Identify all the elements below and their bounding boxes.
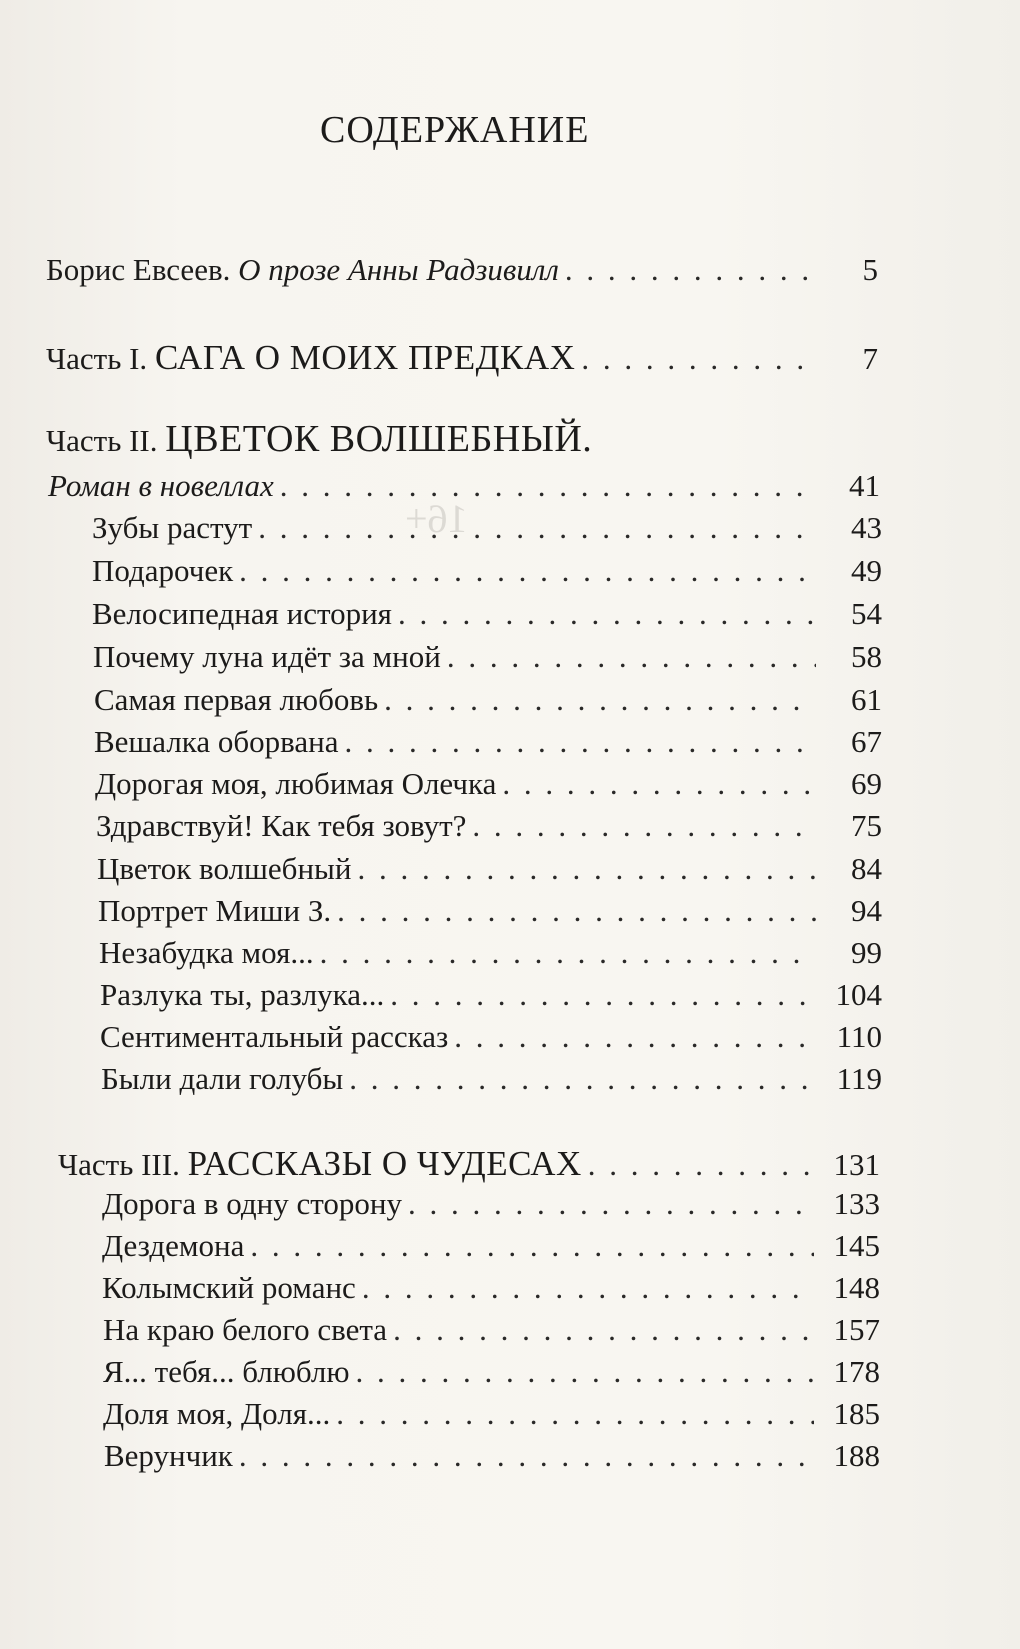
page-number: 75 <box>851 808 882 843</box>
dot-leader <box>239 1438 814 1474</box>
dot-leader <box>250 1228 814 1264</box>
part-prefix: Часть I. <box>46 341 148 376</box>
toc-entry-part-3 <box>58 1144 880 1184</box>
intro-author: Борис Евсеев. <box>46 252 231 287</box>
dot-leader <box>280 468 814 504</box>
page-number: 188 <box>833 1438 880 1473</box>
entry-title: Велосипедная история <box>92 596 392 631</box>
part-prefix: Часть III. <box>58 1147 180 1182</box>
page-number: 58 <box>851 639 882 674</box>
toc-entry <box>97 851 882 891</box>
dot-leader <box>390 977 816 1013</box>
part-2-heading <box>46 417 592 461</box>
toc-entry-part-2-subtitle <box>48 468 880 508</box>
page-number: 148 <box>833 1270 880 1305</box>
page-title: СОДЕРЖАНИЕ <box>320 109 590 151</box>
entry-title: Здравствуй! Как тебя зовут? <box>96 808 467 843</box>
toc-entry <box>93 639 882 679</box>
toc-entry <box>92 596 882 636</box>
page-number: 145 <box>833 1228 880 1263</box>
page-number: 5 <box>862 252 878 287</box>
dot-leader <box>337 893 816 929</box>
dot-leader <box>345 724 816 760</box>
page-number: 69 <box>851 766 882 801</box>
page-number: 157 <box>833 1312 880 1347</box>
dot-leader <box>447 639 816 675</box>
entry-title: Незабудка моя... <box>99 935 314 970</box>
page-number: 110 <box>836 1019 882 1054</box>
dot-leader <box>565 252 812 288</box>
page-number: 61 <box>851 682 882 717</box>
dot-leader <box>258 510 816 546</box>
page-number: 41 <box>849 468 880 503</box>
entry-title: Сентиментальный рассказ <box>100 1019 449 1054</box>
dot-leader <box>362 1270 814 1306</box>
toc-entry <box>94 724 882 764</box>
page-number: 104 <box>835 977 882 1012</box>
entry-title: Были дали голубы <box>101 1061 344 1096</box>
page-number: 185 <box>833 1396 880 1431</box>
entry-title: Портрет Миши З. <box>98 893 332 928</box>
dot-leader <box>472 808 816 844</box>
toc-entry <box>92 510 882 550</box>
intro-work-title: О прозе Анны Радзивилл <box>238 252 559 287</box>
dot-leader <box>349 1061 816 1097</box>
entry-title: Дездемона <box>102 1228 245 1263</box>
toc-entry <box>102 1186 880 1226</box>
dot-leader <box>581 341 812 377</box>
dot-leader <box>393 1312 814 1348</box>
toc-entry <box>99 935 882 975</box>
toc-entry <box>92 553 882 593</box>
toc-entry <box>94 682 882 722</box>
dot-leader <box>502 766 816 802</box>
toc-entry <box>98 893 882 933</box>
toc-entry <box>95 766 882 806</box>
entry-title: Цветок волшебный <box>97 851 352 886</box>
dot-leader <box>336 1396 814 1432</box>
page-number: 84 <box>851 851 882 886</box>
toc-entry-part-1 <box>46 338 878 378</box>
page-number: 119 <box>836 1061 882 1096</box>
page-number: 54 <box>851 596 882 631</box>
page-number: 99 <box>851 935 882 970</box>
page-number: 7 <box>862 341 878 376</box>
entry-title: Вешалка оборвана <box>94 724 339 759</box>
entry-title: Дорога в одну сторону <box>102 1186 402 1221</box>
toc-entry <box>103 1312 880 1352</box>
toc-entry <box>104 1438 880 1478</box>
toc-entry <box>100 977 882 1017</box>
dot-leader <box>398 596 816 632</box>
dot-leader <box>408 1186 814 1222</box>
entry-title: Дорогая моя, любимая Олечка <box>95 766 497 801</box>
part-title: ЦВЕТОК ВОЛШЕБНЫЙ. <box>165 418 593 460</box>
toc-entry <box>102 1270 880 1310</box>
entry-title: Почему луна идёт за мной <box>93 639 441 674</box>
page-number: 178 <box>833 1354 880 1389</box>
dot-leader <box>357 851 816 887</box>
page-number: 49 <box>851 553 882 588</box>
dot-leader <box>356 1354 814 1390</box>
toc-entry <box>103 1396 880 1436</box>
page-number: 131 <box>833 1147 880 1182</box>
entry-title: Разлука ты, разлука... <box>100 977 385 1012</box>
toc-entry <box>101 1061 882 1101</box>
entry-title: Подарочек <box>92 553 234 588</box>
toc-entry <box>96 808 882 848</box>
entry-title: Доля моя, Доля... <box>103 1396 331 1431</box>
part-prefix: Часть II. <box>46 423 158 458</box>
entry-title: Самая первая любовь <box>94 682 379 717</box>
toc-entry <box>103 1354 880 1394</box>
toc-entry <box>100 1019 882 1059</box>
page-number: 133 <box>833 1186 880 1221</box>
entry-title: Колымский романс <box>102 1270 356 1305</box>
dot-leader <box>384 682 816 718</box>
page-number: 67 <box>851 724 882 759</box>
toc-entry-intro <box>46 252 878 292</box>
dot-leader <box>320 935 816 971</box>
page-number: 43 <box>851 510 882 545</box>
toc-entry <box>102 1228 880 1268</box>
part-subtitle: Роман в новеллах <box>48 468 274 503</box>
part-title: РАССКАЗЫ О ЧУДЕСАХ <box>187 1144 582 1183</box>
page-number: 94 <box>851 893 882 928</box>
dot-leader <box>239 553 816 589</box>
entry-title: Я... тебя... блюблю <box>103 1354 350 1389</box>
entry-title: Верунчик <box>104 1438 233 1473</box>
entry-title: Зубы растут <box>92 510 253 545</box>
bleed-through-age-rating: 16+ <box>405 496 468 541</box>
dot-leader <box>454 1019 816 1055</box>
dot-leader <box>588 1147 814 1183</box>
part-title: САГА О МОИХ ПРЕДКАХ <box>154 338 576 377</box>
entry-title: На краю белого света <box>103 1312 388 1347</box>
